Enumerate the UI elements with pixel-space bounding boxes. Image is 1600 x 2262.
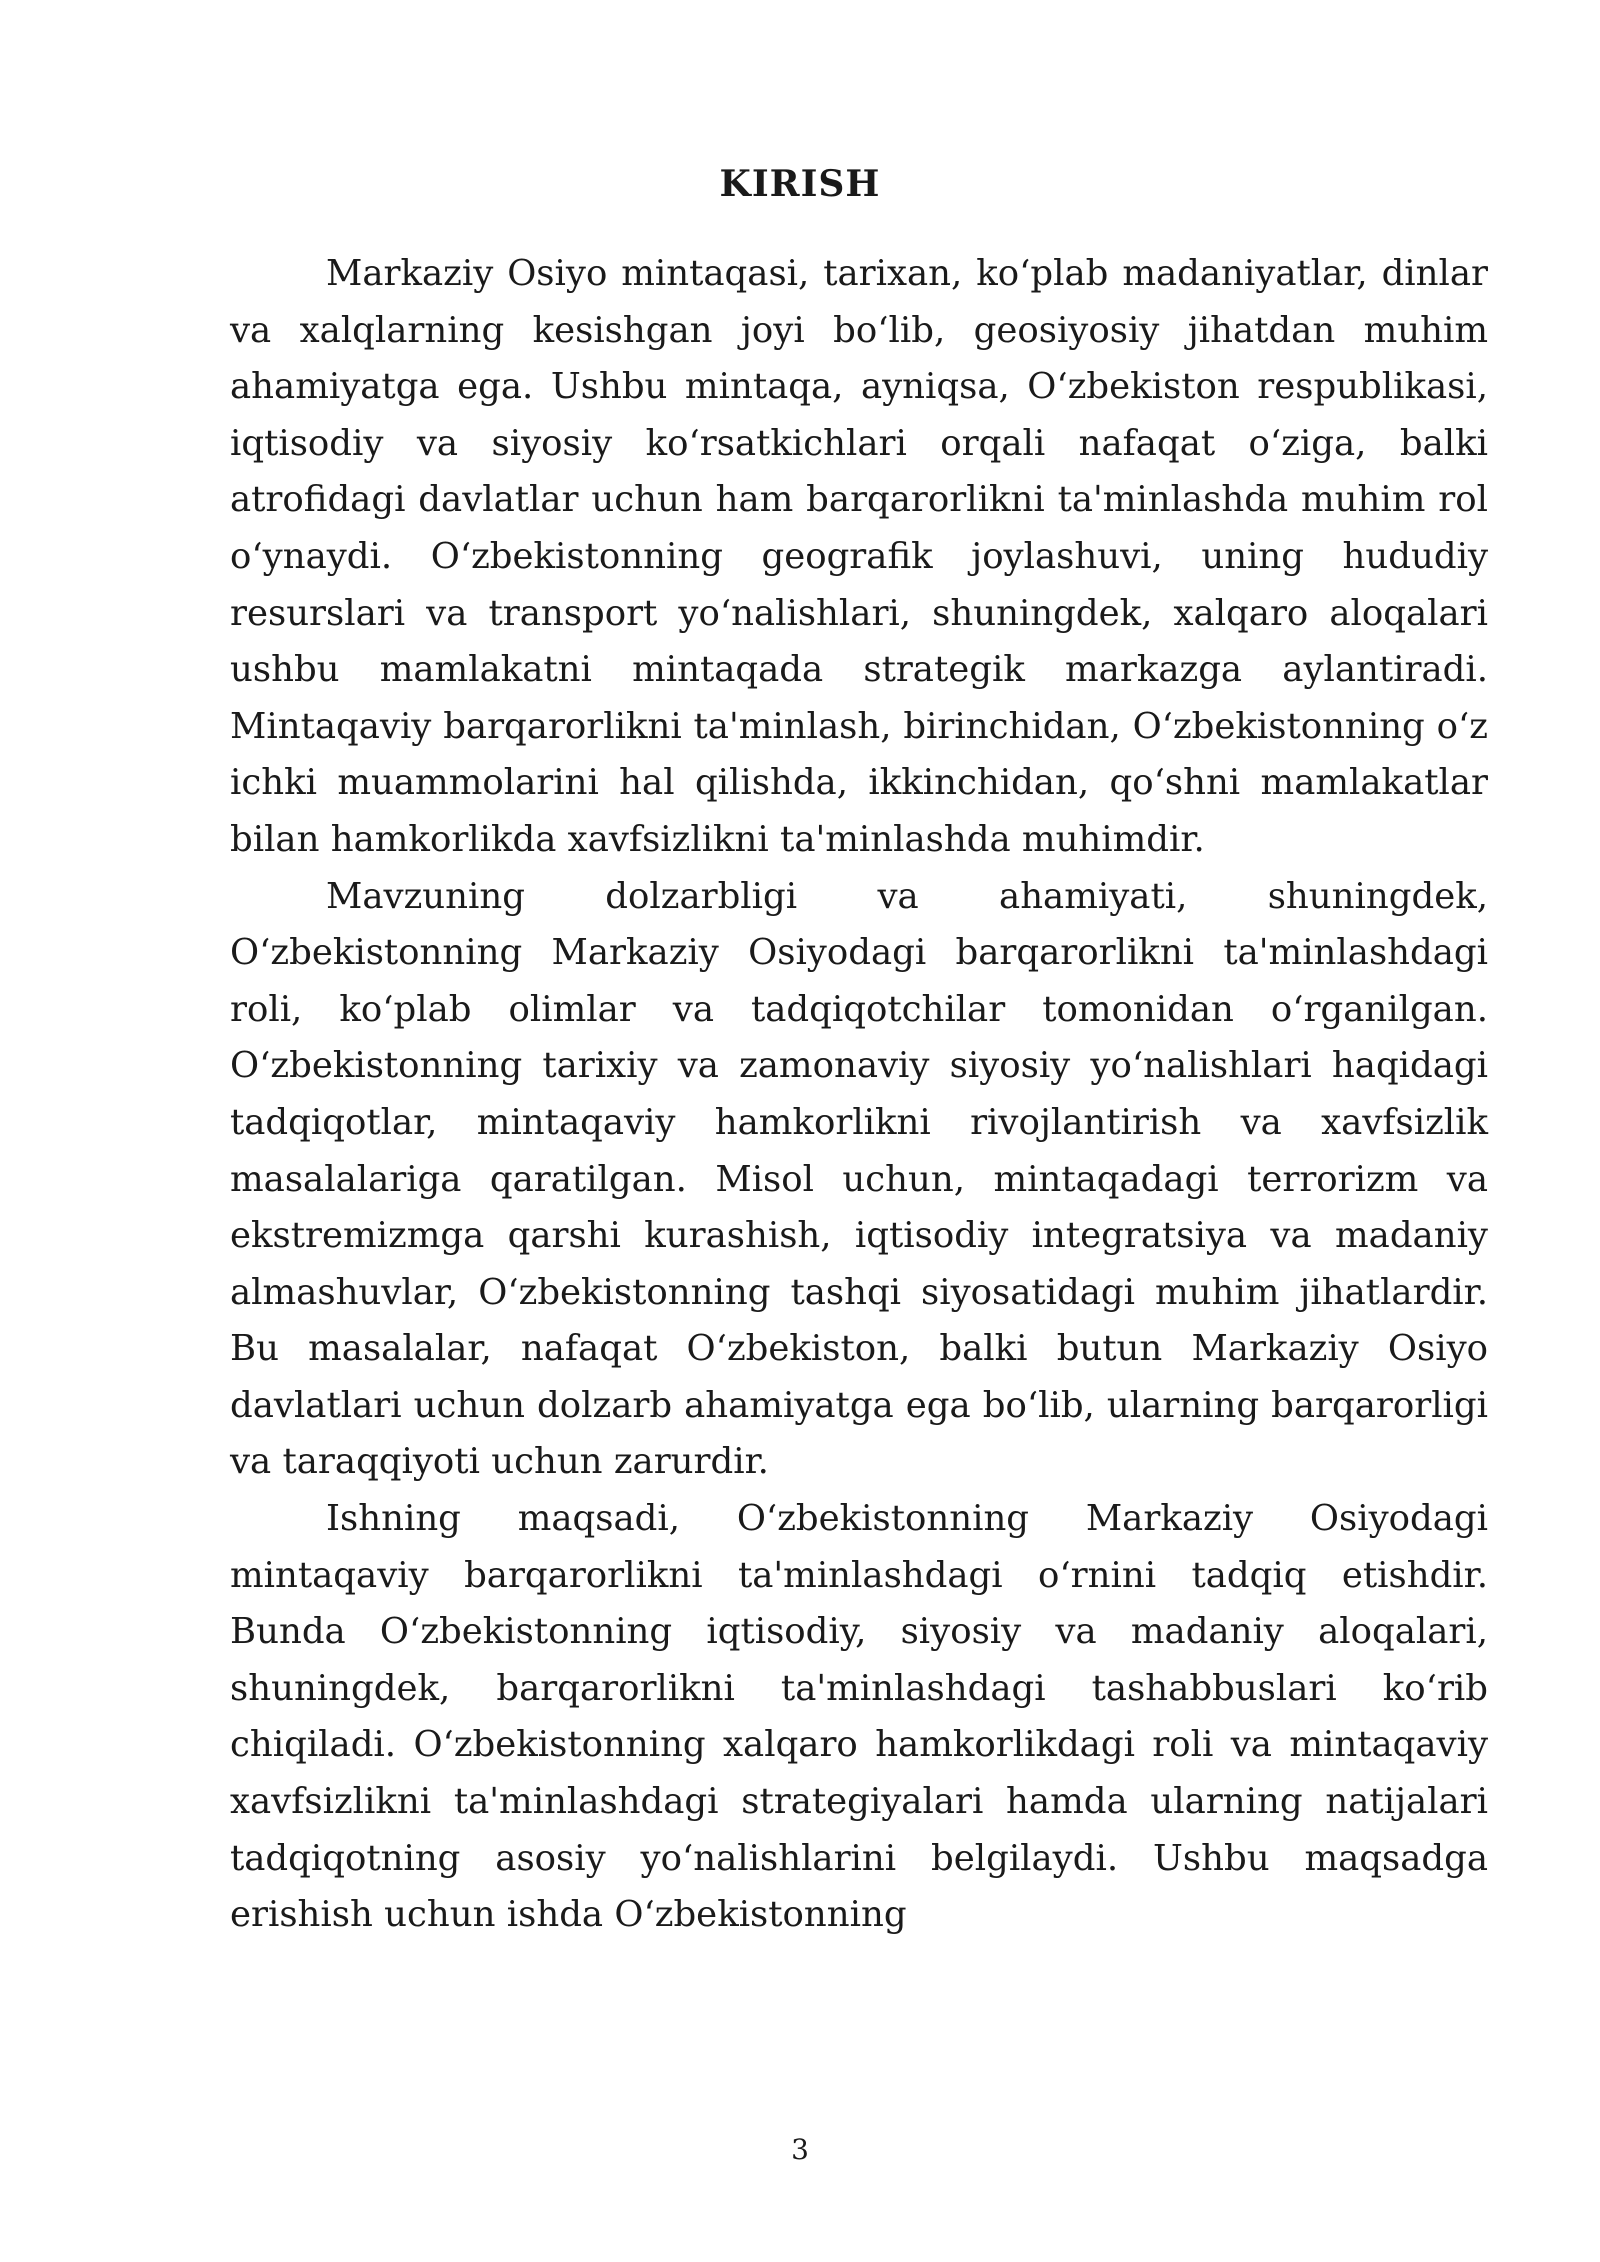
page-number: 3 [791,2133,809,2166]
paragraph-3: Ishning maqsadi, Oʻzbekistonning Markaziy Osiyodagi mintaqaviy barqarorlikni ta'minlashdagi oʻrnini tadqiq etishdir. Bunda Oʻzbekistonning iqtisodiy, siyosiy va madaniy aloqalari, shuningdek, barqarorlikni ta'minlashdagi tashabbuslari koʻrib chiqiladi. Oʻzbekistonning xalqaro hamkorlikdagi roli va mintaqaviy xavfsizlikni ta'minlashdagi strategiyalari hamda ularning natijalari tadqiqotning asosiy yoʻnalishlarini belgilaydi. Ushbu maqsadga erishish uchun ishda Oʻzbekistonning [230,1498,1488,1936]
section-title: KIRISH [719,163,881,205]
paragraph-1: Markaziy Osiyo mintaqasi, tarixan, koʻplab madaniyatlar, dinlar va xalqlarning kesishgan joyi boʻlib, geosiyosiy jihatdan muhim ahamiyatga ega. Ushbu mintaqa, ayniqsa, Oʻzbekiston respublikasi, iqtisodiy va siyosiy koʻrsatkichlari orqali nafaqat oʻziga, balki atrofidagi davlatlar uchun ham barqarorlikni ta'minlashda muhim rol oʻynaydi. Oʻzbekistonning geografik joylashuvi, uning hududiy resurslari va transport yoʻnalishlari, shuningdek, xalqaro aloqalari ushbu mamlakatni mintaqada strategik markazga aylantiradi. Mintaqaviy barqarorlikni ta'minlash, birinchidan, Oʻzbekistonning oʻz ichki muammolarini hal qilishda, ikkinchidan, qoʻshni mamlakatlar bilan hamkorlikda xavfsizlikni ta'minlashda muhimdir. [230,253,1488,860]
paragraph-2: Mavzuning dolzarbligi va ahamiyati, shuningdek, Oʻzbekistonning Markaziy Osiyodagi barqarorlikni ta'minlashdagi roli, koʻplab olimlar va tadqiqotchilar tomonidan oʻrganilgan. Oʻzbekistonning tarixiy va zamonaviy siyosiy yoʻnalishlari haqidagi tadqiqotlar, mintaqaviy hamkorlikni rivojlantirish va xavfsizlik masalalariga qaratilgan. Misol uchun, mintaqadagi terrorizm va ekstremizmga qarshi kurashish, iqtisodiy integratsiya va madaniy almashuvlar, Oʻzbekistonning tashqi siyosatidagi muhim jihatlardir. Bu masalalar, nafaqat Oʻzbekiston, balki butun Markaziy Osiyo davlatlari uchun dolzarb ahamiyatga ega boʻlib, ularning barqarorligi va taraqqiyoti uchun zarurdir. [230,875,1488,1483]
body-text [230,246,1488,1944]
